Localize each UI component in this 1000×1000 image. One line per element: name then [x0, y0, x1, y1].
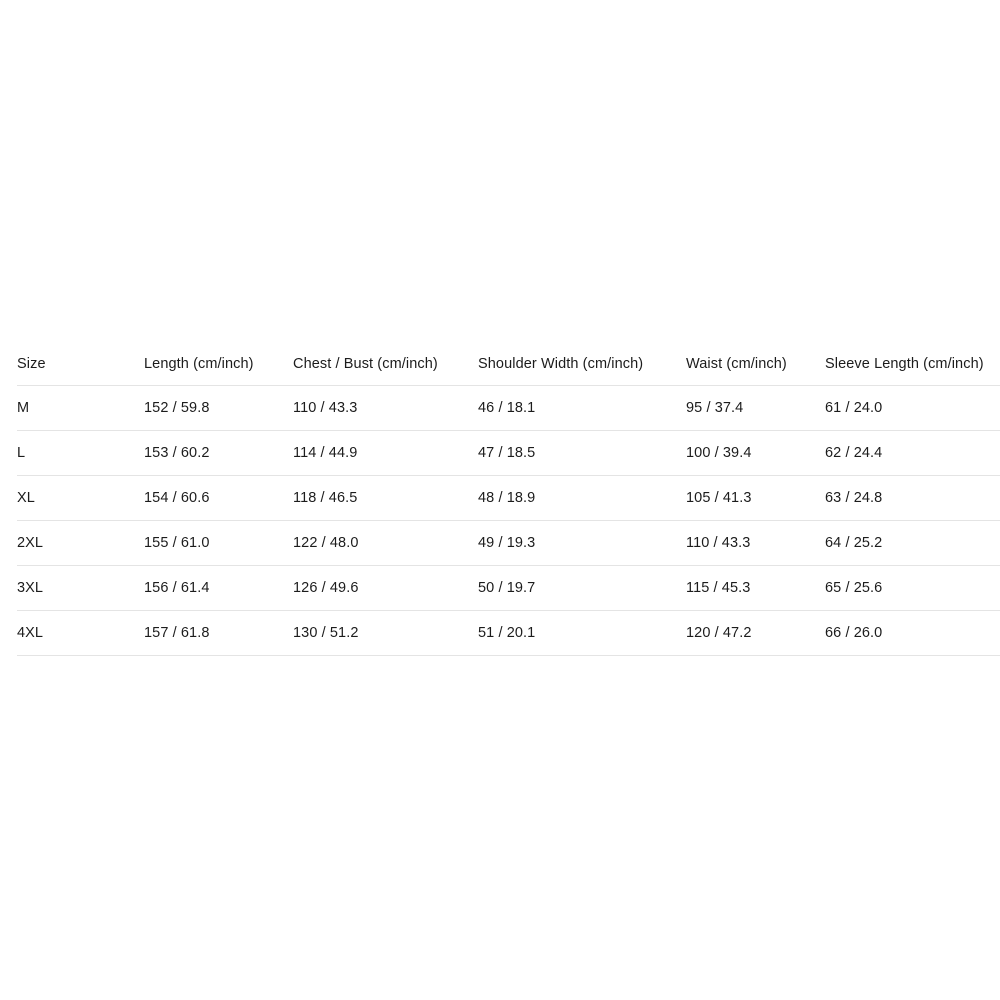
length-cell: 152 / 59.8 [144, 400, 210, 416]
length-cell: 155 / 61.0 [144, 535, 210, 551]
size-cell: XL [17, 490, 35, 506]
shoulder-width-cell: 50 / 19.7 [478, 580, 536, 596]
size-cell: 3XL [17, 580, 44, 596]
waist-cell: 105 / 41.3 [686, 490, 752, 506]
chest-bust-cell: 126 / 49.6 [293, 580, 359, 596]
size-cell: 4XL [17, 625, 44, 641]
chest-bust-cell: 114 / 44.9 [293, 445, 358, 461]
sleeve-length-cell: 64 / 25.2 [825, 535, 883, 551]
size-cell: L [17, 445, 26, 461]
size-cell: 2XL [17, 535, 44, 551]
length-cell: 157 / 61.8 [144, 625, 210, 641]
sleeve-length-cell: 65 / 25.6 [825, 580, 883, 596]
table-row [17, 386, 1000, 431]
header-size: Size [17, 355, 46, 372]
shoulder-width-cell: 51 / 20.1 [478, 625, 536, 641]
sleeve-length-cell: 62 / 24.4 [825, 445, 883, 461]
table-row [17, 476, 1000, 521]
header-length: Length (cm/inch) [144, 355, 254, 372]
shoulder-width-cell: 47 / 18.5 [478, 445, 536, 461]
waist-cell: 100 / 39.4 [686, 445, 752, 461]
waist-cell: 120 / 47.2 [686, 625, 752, 641]
shoulder-width-cell: 46 / 18.1 [478, 400, 536, 416]
table-row [17, 431, 1000, 476]
size-chart-table [17, 342, 1000, 656]
sleeve-length-cell: 66 / 26.0 [825, 625, 883, 641]
chest-bust-cell: 122 / 48.0 [293, 535, 359, 551]
waist-cell: 95 / 37.4 [686, 400, 744, 416]
length-cell: 153 / 60.2 [144, 445, 210, 461]
shoulder-width-cell: 48 / 18.9 [478, 490, 536, 506]
chest-bust-cell: 110 / 43.3 [293, 400, 358, 416]
waist-cell: 110 / 43.3 [686, 535, 751, 551]
sleeve-length-cell: 61 / 24.0 [825, 400, 883, 416]
header-waist: Waist (cm/inch) [686, 355, 787, 372]
table-row [17, 611, 1000, 656]
waist-cell: 115 / 45.3 [686, 580, 751, 596]
size-cell: M [17, 400, 30, 416]
sleeve-length-cell: 63 / 24.8 [825, 490, 883, 506]
header-sleeve-length: Sleeve Length (cm/inch) [825, 355, 984, 372]
table-row [17, 566, 1000, 611]
header-shoulder-width: Shoulder Width (cm/inch) [478, 355, 644, 372]
shoulder-width-cell: 49 / 19.3 [478, 535, 536, 551]
length-cell: 156 / 61.4 [144, 580, 210, 596]
chest-bust-cell: 130 / 51.2 [293, 625, 359, 641]
table-header-row [17, 342, 1000, 386]
chest-bust-cell: 118 / 46.5 [293, 490, 358, 506]
header-chest-bust: Chest / Bust (cm/inch) [293, 355, 438, 372]
length-cell: 154 / 60.6 [144, 490, 210, 506]
table-row [17, 521, 1000, 566]
